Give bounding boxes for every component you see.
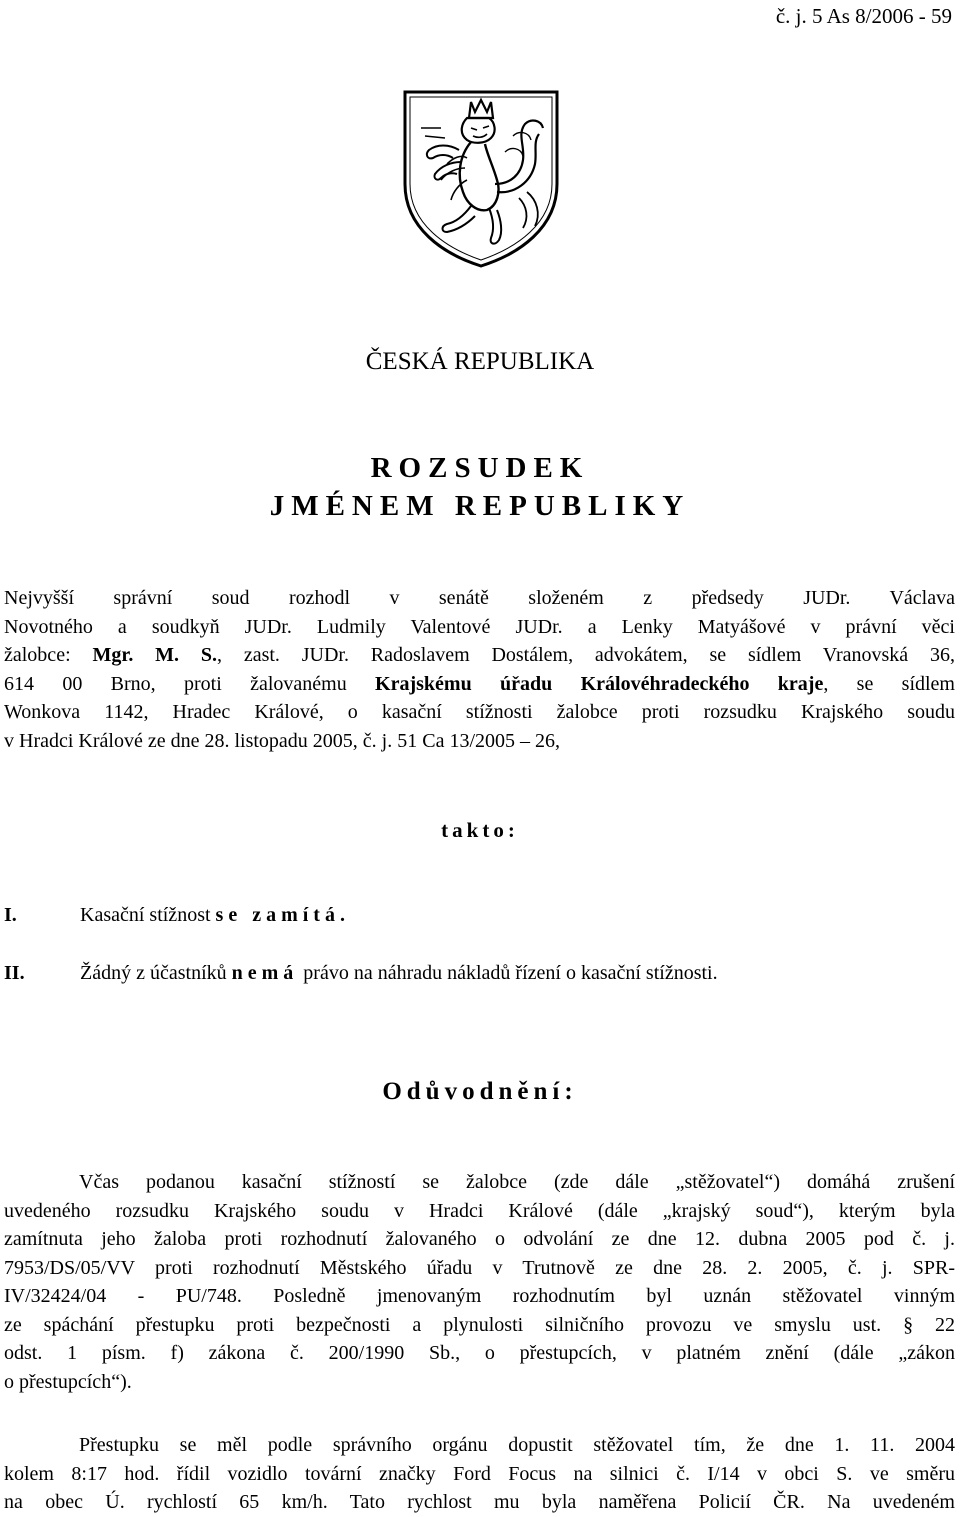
party-label: žalobce: (4, 644, 93, 666)
verdict-number: I. (4, 904, 17, 926)
defendant-name: Krajskému úřadu Královéhradeckého kraje (375, 672, 824, 695)
plaintiff-name: Mgr. M. S. (92, 644, 217, 666)
intro-line: Wonkova 1142, Hradec Králové, o kasační stížnosti žalobce proti rozsudku Krajského soudu (4, 701, 955, 723)
reasoning-line: o přestupcích“). (4, 1370, 132, 1393)
intro-line: Nejvyšší správní soud rozhodl v senátě složeném z předsedy JUDr. Václava (4, 587, 955, 609)
reasoning-paragraph-2 (4, 1431, 955, 1517)
judgment-title: ROZSUDEK (370, 452, 590, 484)
reasoning-line: odst. 1 písm. f) zákona č. 200/1990 Sb., o přestupcích, v platném znění (dále „zákon (4, 1342, 955, 1364)
case-number: č. j. 5 As 8/2006 - 59 (775, 4, 952, 28)
verdict-text-end: . (339, 904, 345, 926)
intro-paragraph (4, 584, 955, 755)
reasoning-line: Přestupku se měl podle správního orgánu dopustit stěžovatel tím, že dne 1. 11. 2004 (79, 1434, 955, 1456)
reasoning-paragraph-1 (4, 1168, 955, 1396)
verdict-text (80, 962, 718, 985)
verdict-decision: se zamítá (215, 904, 340, 926)
verdict-number: II. (4, 962, 25, 984)
reasoning-line: na obec Ú. rychlostí 65 km/h. Tato rychlost mu byla naměřena Policií ČR. Na uvedeném (4, 1491, 955, 1513)
verdict-text (80, 904, 345, 927)
reasoning-heading: Odůvodnění: (382, 1078, 578, 1105)
reasoning-line: ze spáchání přestupku proti bezpečnosti a plynulosti silničního provozu ve smyslu ust. § 22 (4, 1313, 955, 1336)
intro-line (4, 641, 955, 670)
country-name: ČESKÁ REPUBLIKA (365, 348, 595, 375)
coat-of-arms-icon (401, 88, 561, 270)
reasoning-line: zamítnuta jeho žaloba proti rozhodnutí žalovaného o odvolání ze dne 12. dubna 2005 pod č. j. (4, 1228, 955, 1250)
verdict-text-part: Žádný z účastníků (80, 962, 232, 984)
reasoning-line: uvedeného rozsudku Krajského soudu v Hradci Králové (dále „krajský soud“), kterým byla (4, 1199, 955, 1222)
intro-line: Novotného a soudkyň JUDr. Ludmily Valentové JUDr. a Lenky Matyášové v právní věci (4, 615, 955, 638)
verdict-heading: takto: (441, 818, 519, 842)
verdict-text-part: Kasační stížnost (80, 904, 216, 926)
reasoning-line: Včas podanou kasační stížností se žalobce (zde dále „stěžovatel“) domáhá zrušení (79, 1171, 955, 1193)
reasoning-line: IV/32424/04 - PU/748. Posledně jmenovaným rozhodnutím byl uznán stěžovatel vinným (4, 1285, 955, 1307)
verdict-decision: nemá (231, 962, 299, 984)
reasoning-line: 7953/DS/05/VV proti rozhodnutí Městského úřadu v Trutnově ze dne 28. 2. 2005, č. j. SPR- (4, 1256, 955, 1279)
representative-text: , zast. JUDr. Radoslavem Dostálem, advokátem, se sídlem Vranovská 36, (217, 644, 955, 666)
address-text: 614 00 Brno, proti žalovanému (4, 672, 376, 695)
reasoning-line: kolem 8:17 hod. řídil vozidlo tovární značky Ford Focus na silnici č. I/14 v obci S. ve směru (4, 1462, 955, 1485)
intro-line (4, 670, 955, 699)
intro-line: v Hradci Králové ze dne 28. listopadu 2005, č. j. 51 Ca 13/2005 – 26, (4, 729, 560, 752)
defendant-seat-text: , se sídlem (823, 672, 955, 695)
judgment-subtitle: JMÉNEM REPUBLIKY (269, 490, 691, 522)
verdict-text-end: právo na náhradu nákladů řízení o kasační stížnosti. (298, 962, 718, 984)
